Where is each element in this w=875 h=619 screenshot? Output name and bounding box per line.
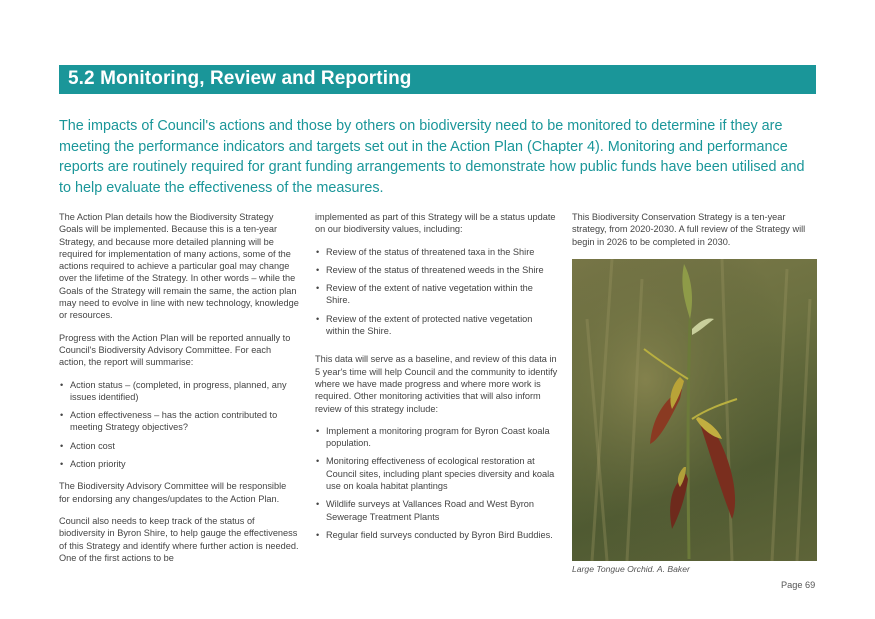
column-3 xyxy=(572,211,817,258)
list-item: • Implement a monitoring program for Byron Coast koala population. xyxy=(315,425,558,450)
list-item: • Action cost xyxy=(59,440,299,452)
list-item: • Action status – (completed, in progress, planned, any issues identified) xyxy=(59,379,299,404)
lead-paragraph: The impacts of Council's actions and those by others on biodiversity need to be monitored to determine if they are meeting the performance indicators and targets set out in the Action Plan (Chapter 4). Monitoring and performance reports are routinely required for grant funding arrangements to demonstrate how public funds have been utilised and to help evaluate the effectiveness of the measures. xyxy=(59,118,805,196)
monitoring-activities-list xyxy=(315,425,558,541)
status-update-list xyxy=(315,246,558,338)
column-1 xyxy=(59,211,299,574)
paragraph: The Biodiversity Advisory Committee will be responsible for endorsing any changes/updates to the Action Plan. xyxy=(59,481,287,504)
list-item: • Review of the extent of protected native vegetation within the Shire. xyxy=(315,313,558,338)
paragraph: This data will serve as a baseline, and review of this data in 5 year's time will help Council and the community to identify where we have made progress and where more work is required. Other monitoring activities that will also inform review of this strategy include: xyxy=(315,354,558,414)
column-2 xyxy=(315,211,558,551)
paragraph: Council also needs to keep track of the status of biodiversity in Byron Shire, to help gauge the effectiveness of this Strategy and identify where further action is needed. One of the first actions to be xyxy=(59,515,299,563)
list-item: • Action priority xyxy=(59,458,299,470)
report-summary-list xyxy=(59,379,299,471)
paragraph: implemented as part of this Strategy will be a status update on our biodiversity values, including: xyxy=(315,212,556,235)
list-item: • Regular field surveys conducted by Byron Bird Buddies. xyxy=(315,529,558,541)
list-item: • Review of the status of threatened taxa in the Shire xyxy=(315,246,558,258)
list-item: • Monitoring effectiveness of ecological restoration at Council sites, including plant species diversity and koala use on koala habitat plantings xyxy=(315,455,558,492)
photo-caption: Large Tongue Orchid. A. Baker xyxy=(572,564,690,574)
list-item: • Review of the extent of native vegetation within the Shire. xyxy=(315,282,558,307)
paragraph: Progress with the Action Plan will be reported annually to Council's Biodiversity Advisory Committee. For each action, the report will summarise: xyxy=(59,332,291,368)
paragraph: The Action Plan details how the Biodiversity Strategy Goals will be implemented. Because this is a ten-year Strategy, and because more detailed planning will be required for implementation of many actions, some of the actions required to achieve a particular goal may change over the lifetime of the Strategy. In other words – while the Goals of the Strategy will remain the same, the action plan may need to evolve in line with new technology, knowledge or resources. xyxy=(59,212,299,321)
orchid-photo xyxy=(572,259,817,561)
page-number: Page 69 xyxy=(781,580,816,590)
section-title: 5.2 Monitoring, Review and Reporting xyxy=(68,68,412,89)
section-title-banner xyxy=(59,65,816,94)
list-item: • Review of the status of threatened weeds in the Shire xyxy=(315,264,558,276)
list-item: • Action effectiveness – has the action contributed to meeting Strategy objectives? xyxy=(59,409,299,434)
list-item: • Wildlife surveys at Vallances Road and West Byron Sewerage Treatment Plants xyxy=(315,498,558,523)
paragraph: This Biodiversity Conservation Strategy is a ten-year strategy, from 2020-2030. A full review of the Strategy will begin in 2026 to be completed in 2030. xyxy=(572,212,806,247)
orchid-illustration xyxy=(572,259,817,561)
